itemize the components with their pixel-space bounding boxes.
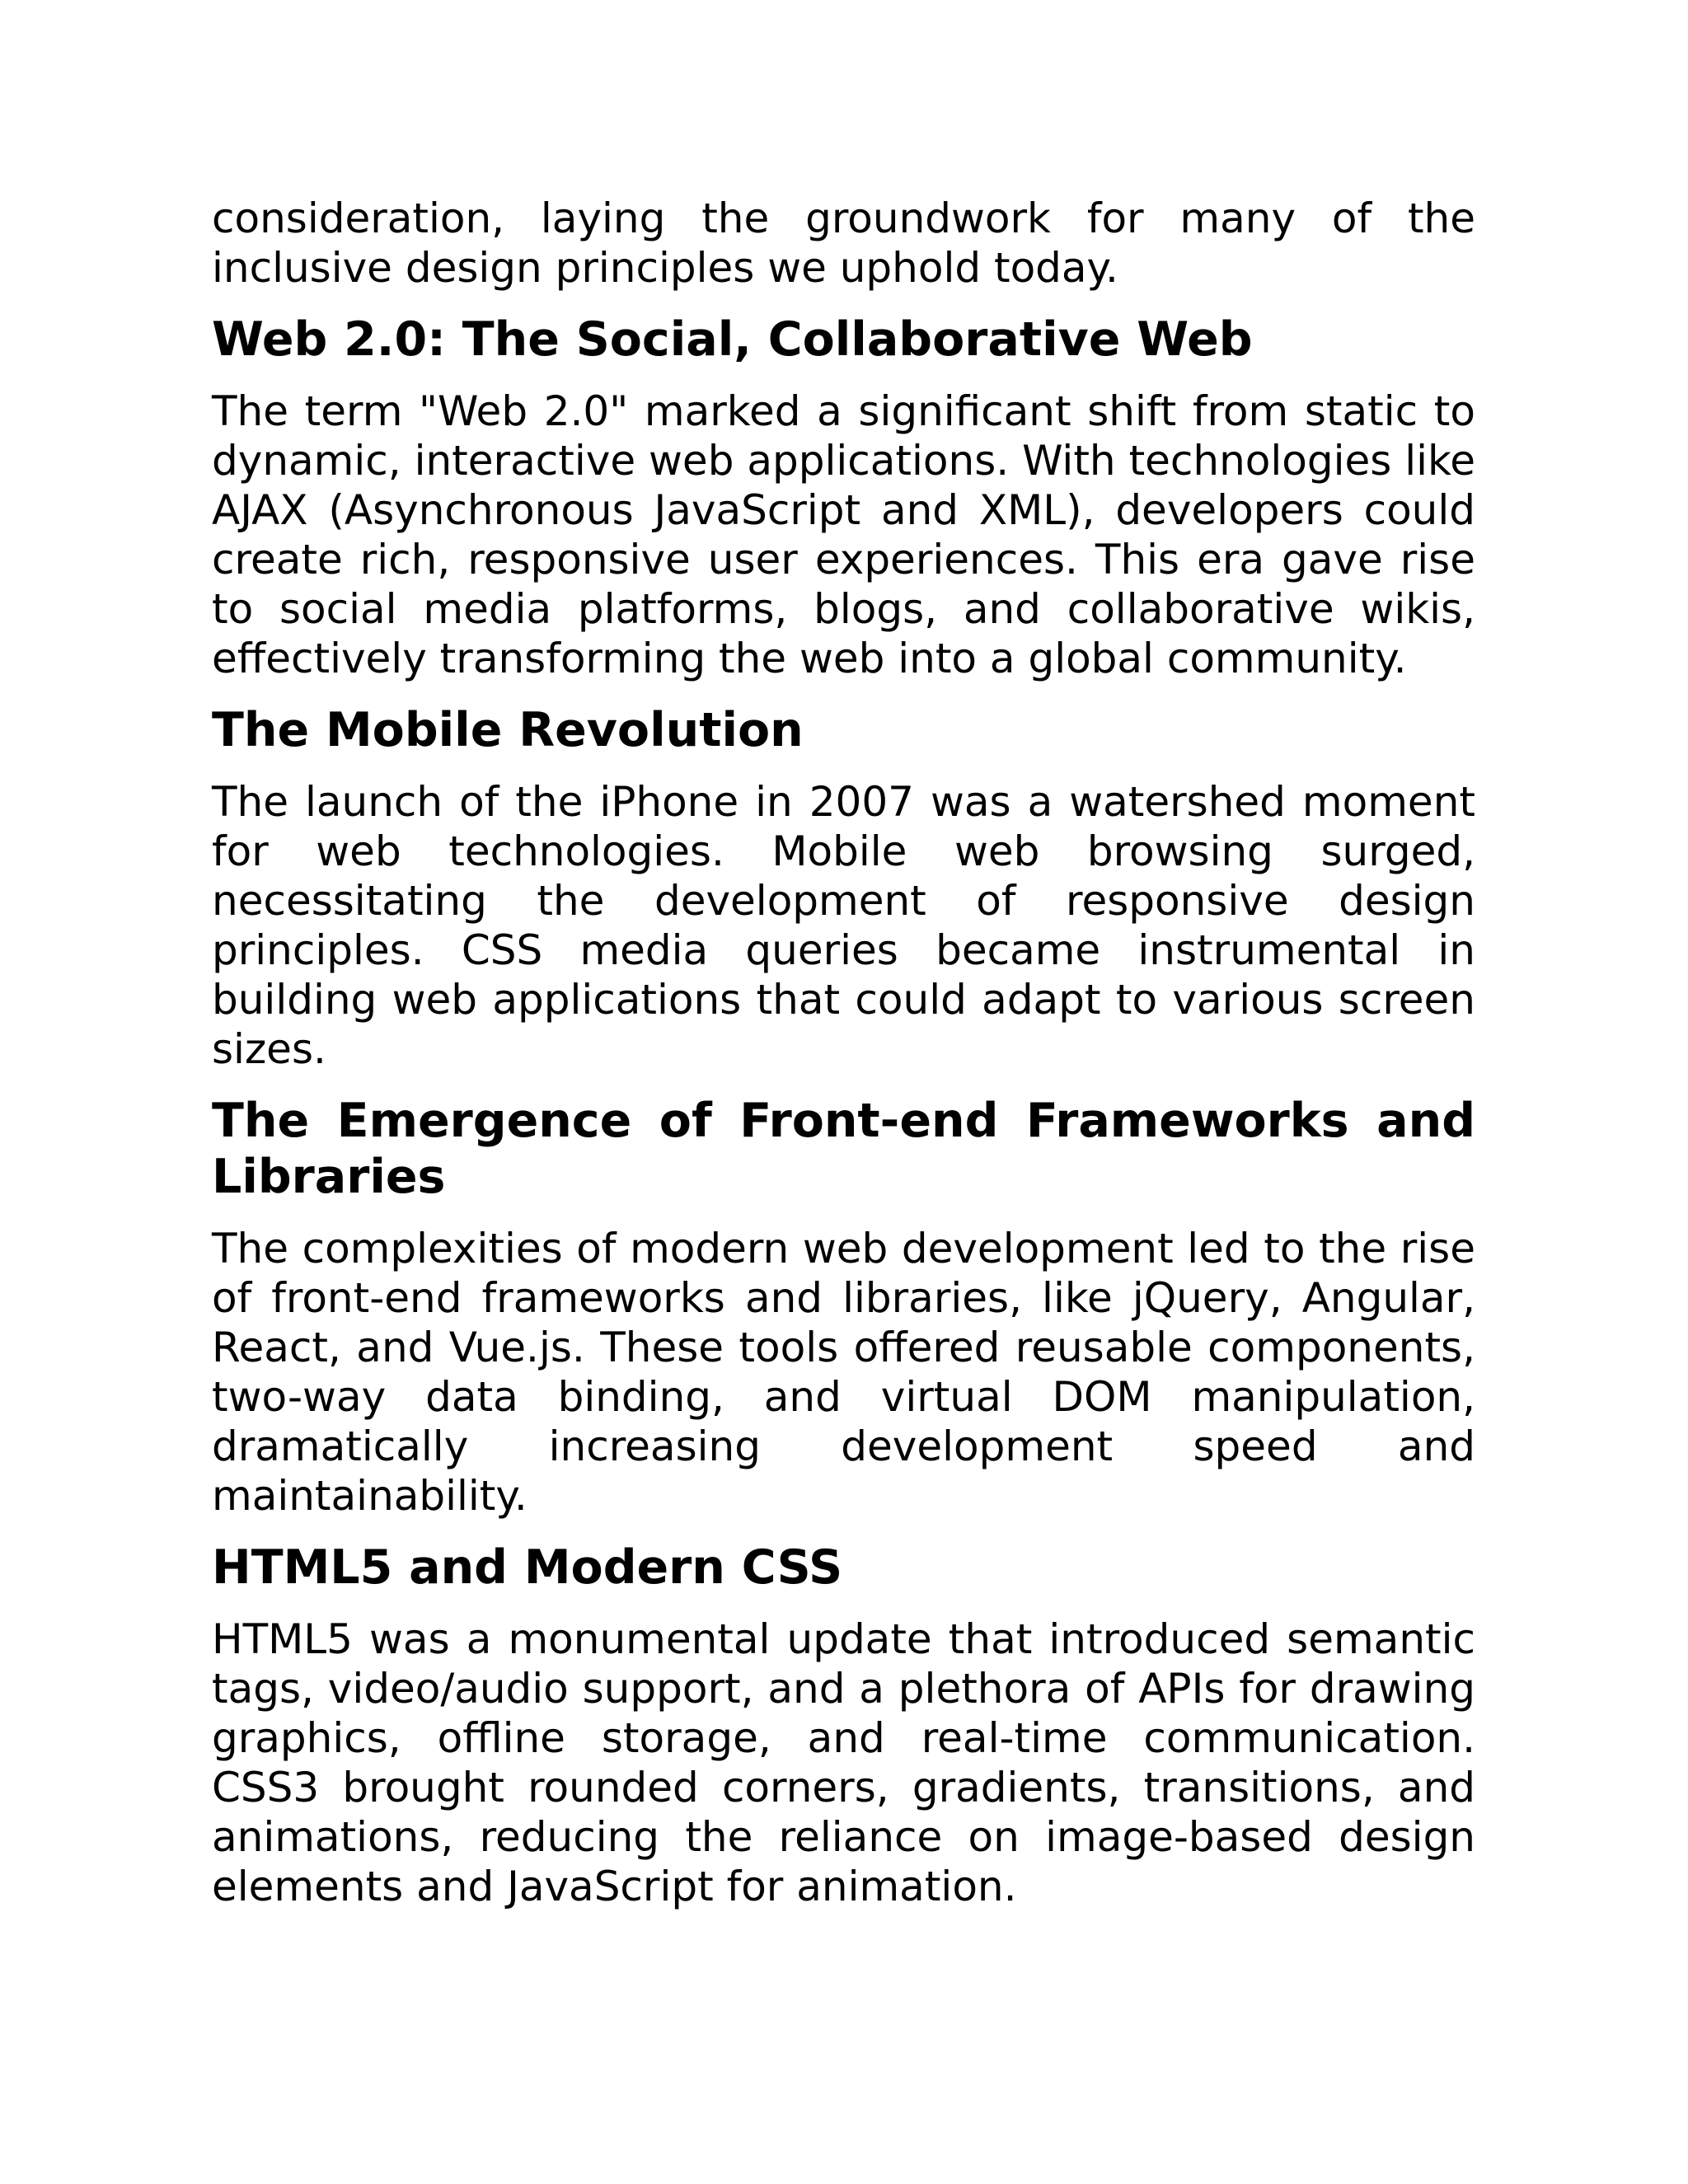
section-paragraph-mobile: The launch of the iPhone in 2007 was a watershed moment for web technologies. Mobile web browsing surged, necessitating the development of responsive design principles. CSS media queries became instrumental in building web applications that could adapt to various screen sizes. bbox=[212, 778, 1475, 1073]
document-page bbox=[212, 194, 1475, 1911]
section-paragraph-html5: HTML5 was a monumental update that introduced semantic tags, video/audio support, and a plethora of APIs for drawing graphics, offline storage, and real-time communication. CSS3 brought rounded corners, gradients, transitions, and animations, reducing the reliance on image-based design elements and JavaScript for animation. bbox=[212, 1615, 1475, 1910]
section-heading-mobile: The Mobile Revolution bbox=[212, 703, 804, 757]
section-heading-web2: Web 2.0: The Social, Collaborative Web bbox=[212, 312, 1253, 367]
section-heading-frameworks: The Emergence of Front-end Frameworks and Libraries bbox=[212, 1094, 1475, 1204]
section-paragraph-frameworks: The complexities of modern web development led to the rise of front-end frameworks and libraries, like jQuery, Angular, React, and Vue.js. These tools offered reusable components, two-way data binding, and virtual DOM manipulation, dramatically increasing development speed and maintainability. bbox=[212, 1225, 1475, 1520]
section-paragraph-web2: The term "Web 2.0" marked a significant shift from static to dynamic, interactive web applications. With technologies like AJAX (Asynchronous JavaScript and XML), developers could create rich, responsive user experiences. This era gave rise to social media platforms, blogs, and collaborative wikis, effectively transforming the web into a global community. bbox=[212, 387, 1475, 682]
section-heading-html5: HTML5 and Modern CSS bbox=[212, 1540, 843, 1595]
continued-paragraph: consideration, laying the groundwork for many of the inclusive design principles we uphold today. bbox=[212, 194, 1475, 292]
